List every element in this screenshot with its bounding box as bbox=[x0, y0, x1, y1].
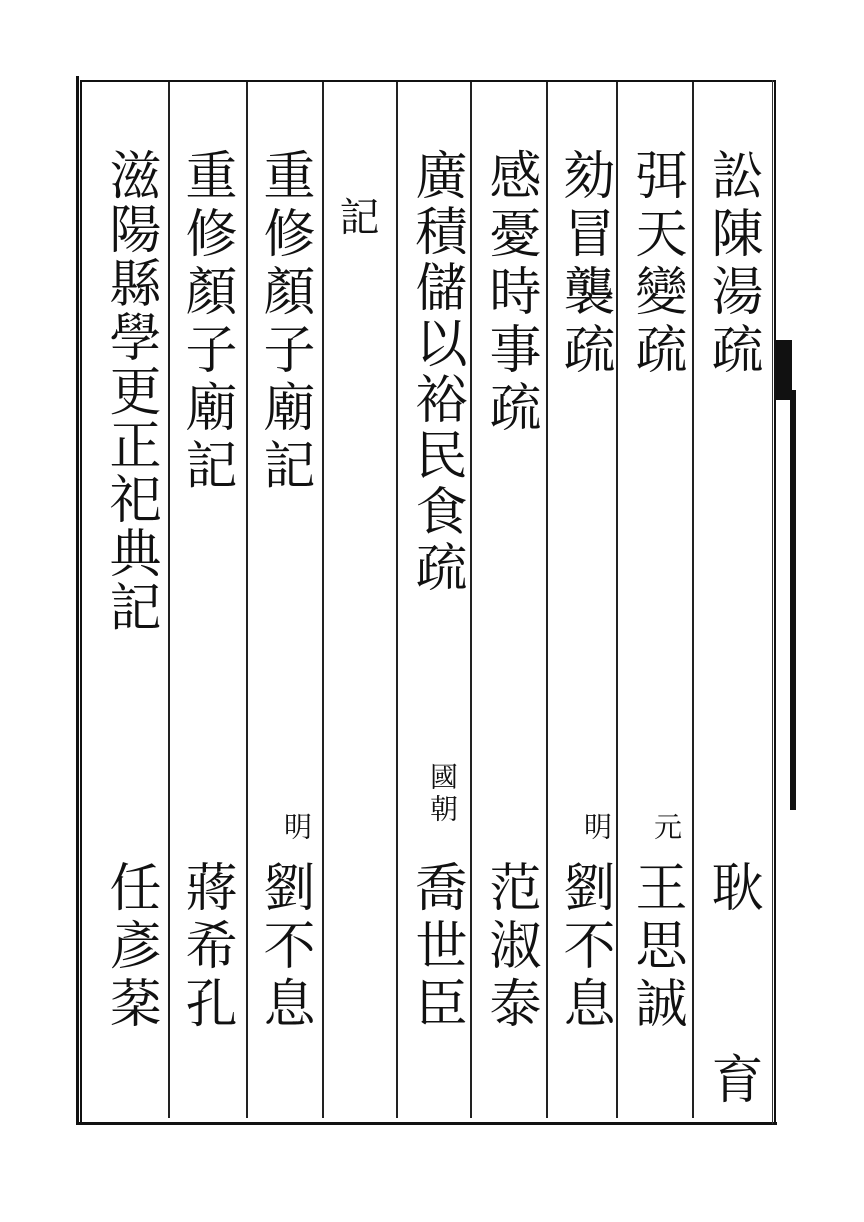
entry-author: 蔣希孔 bbox=[176, 860, 236, 1034]
column-rule bbox=[616, 82, 618, 1118]
entry-title: 廣積儲以裕民食疏 bbox=[406, 148, 466, 596]
entry-dynasty: 元 bbox=[650, 812, 683, 844]
entry-author: 耿 育 bbox=[702, 860, 762, 1144]
column-rule bbox=[692, 82, 694, 1118]
entry-author: 喬世臣 bbox=[406, 860, 466, 1034]
section-heading: 記 bbox=[333, 196, 379, 242]
entry-title: 重修顏子廟記 bbox=[176, 148, 236, 496]
entry-title: 劾冒襲疏 bbox=[554, 148, 614, 380]
entry-author: 范淑泰 bbox=[480, 860, 540, 1034]
column-rule bbox=[396, 82, 398, 1118]
entry-author: 任彥棻 bbox=[100, 860, 160, 1034]
entry-dynasty: 明 bbox=[280, 812, 313, 844]
entry-author: 劉不息 bbox=[554, 860, 614, 1034]
entry-title: 訟陳湯疏 bbox=[702, 148, 762, 380]
column-rule bbox=[546, 82, 548, 1118]
entry-title: 滋陽縣學更正祀典記 bbox=[100, 148, 160, 634]
column-rule bbox=[322, 82, 324, 1118]
entry-title: 弭天變疏 bbox=[626, 148, 686, 380]
entry-title: 重修顏子廟記 bbox=[254, 148, 314, 496]
column-rule bbox=[470, 82, 472, 1118]
margin-bar bbox=[790, 390, 796, 810]
column-rule bbox=[168, 82, 170, 1118]
entry-dynasty: 明 bbox=[580, 812, 613, 844]
entry-author: 劉不息 bbox=[254, 860, 314, 1034]
entry-dynasty: 國朝 bbox=[426, 762, 459, 826]
column-rule bbox=[246, 82, 248, 1118]
entry-title: 感憂時事疏 bbox=[480, 148, 540, 438]
entry-author: 王思誠 bbox=[626, 860, 686, 1034]
